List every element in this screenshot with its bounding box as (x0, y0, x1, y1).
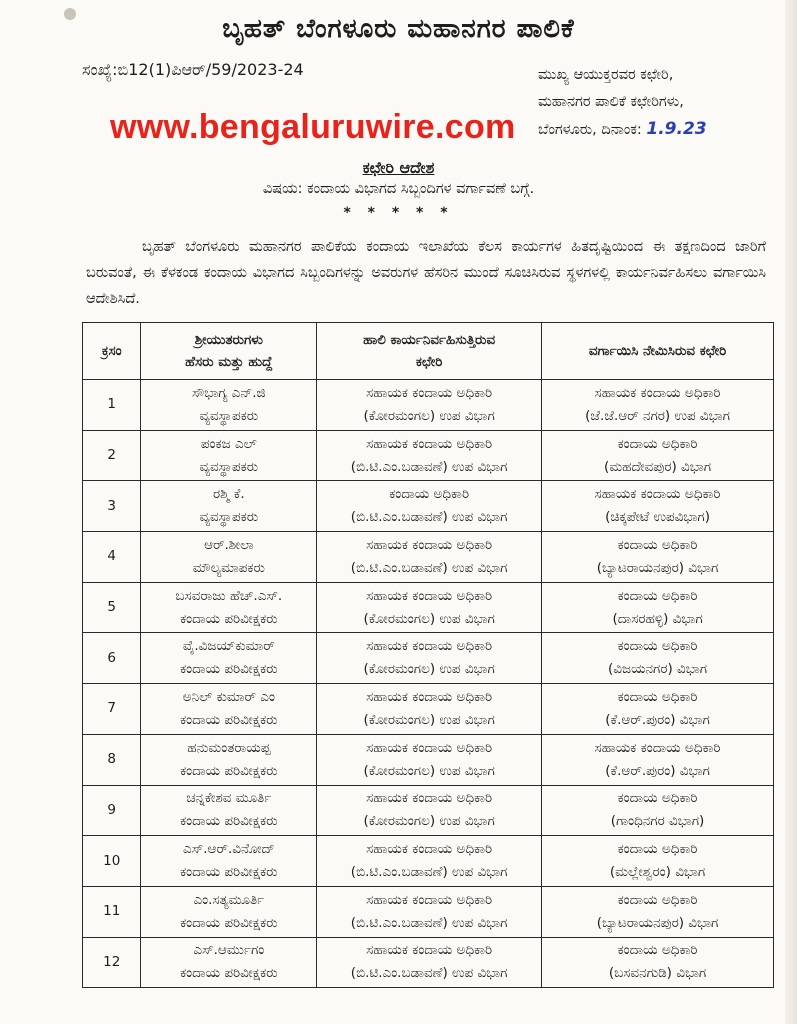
employee-name: ಎಸ್.ಆರ್.ವಿನೋದ್ (183, 841, 275, 858)
table-row (83, 836, 774, 887)
posted-post: ಕಂದಾಯ ಅಧಿಕಾರಿ (617, 942, 698, 959)
posted-division: (ವಿಜಯನಗರ) ವಿಭಾಗ (608, 661, 708, 678)
employee-name: ಸೌಭಾಗ್ಯ ಎನ್.ಜಿ (192, 384, 266, 401)
current-post: ಸಹಾಯಕ ಕಂದಾಯ ಅಧಿಕಾರಿ (366, 739, 493, 756)
current-division: (ಬಿ.ಟಿ.ಎಂ.ಬಡಾವಣೆ) ಉಪ ವಿಭಾಗ (350, 965, 508, 982)
header-current-line2: ಕಛೇರಿ (415, 354, 443, 370)
current-division: (ಕೋರಮಂಗಲ) ಉಪ ವಿಭಾಗ (363, 610, 495, 627)
employee-designation: ಕಂದಾಯ ಪರಿವೀಕ್ಷಕರು (180, 711, 278, 728)
employee-designation: ವ್ಯವಸ್ಥಾಪಕರು (199, 509, 259, 526)
current-division: (ಬಿ.ಟಿ.ಎಂ.ಬಡಾವಣೆ) ಉಪ ವಿಭಾಗ (350, 864, 508, 881)
posted-division: (ಕೆ.ಆರ್.ಪುರಂ) ವಿಭಾಗ (605, 711, 710, 728)
cell-posted-office (542, 532, 774, 583)
cell-sl-no: 1 (83, 380, 141, 431)
table-row (83, 734, 774, 785)
employee-designation: ಕಂದಾಯ ಪರಿವೀಕ್ಷಕರು (180, 864, 278, 881)
table-row (83, 785, 774, 836)
current-post: ಸಹಾಯಕ ಕಂದಾಯ ಅಧಿಕಾರಿ (366, 638, 493, 655)
posted-post: ಕಂದಾಯ ಅಧಿಕಾರಿ (617, 841, 698, 858)
current-division: (ಬಿ.ಟಿ.ಎಂ.ಬಡಾವಣೆ) ಉಪ ವಿಭಾಗ (350, 914, 508, 931)
cell-current-office (317, 836, 542, 887)
posted-post: ಕಂದಾಯ ಅಧಿಕಾರಿ (617, 891, 698, 908)
cell-posted-office (542, 836, 774, 887)
current-division: (ಕೋರಮಂಗಲ) ಉಪ ವಿಭಾಗ (363, 661, 495, 678)
employee-designation: ಮೌಲ್ಯಮಾಪಕರು (192, 559, 265, 576)
posted-division: (ಮಲ್ಲೇಶ್ವರಂ) ವಿಭಾಗ (609, 864, 706, 881)
watermark-url: www.bengaluruwire.com (110, 108, 516, 146)
cell-current-office (317, 633, 542, 684)
current-division: (ಕೋರಮಂಗಲ) ಉಪ ವಿಭಾಗ (363, 407, 495, 424)
cell-current-office (317, 937, 542, 988)
cell-posted-office (542, 481, 774, 532)
current-post: ಸಹಾಯಕ ಕಂದಾಯ ಅಧಿಕಾರಿ (366, 841, 493, 858)
posted-division: (ಮಹದೇವಪುರ) ವಿಭಾಗ (604, 458, 712, 475)
cell-posted-office (542, 684, 774, 735)
cell-current-office (317, 582, 542, 633)
cell-posted-office (542, 937, 774, 988)
employee-designation: ಕಂದಾಯ ಪರಿವೀಕ್ಷಕರು (180, 610, 278, 627)
employee-name: ಹನುಮಂತರಾಯಪ್ಪ (187, 739, 271, 756)
posted-post: ಕಂದಾಯ ಅಧಿಕಾರಿ (617, 790, 698, 807)
cell-sl-no: 7 (83, 684, 141, 735)
page-edge (785, 0, 797, 1024)
posted-post: ಸಹಾಯಕ ಕಂದಾಯ ಅಧಿಕಾರಿ (594, 739, 721, 756)
current-post: ಸಹಾಯಕ ಕಂದಾಯ ಅಧಿಕಾರಿ (366, 435, 493, 452)
employee-name: ಬಸವರಾಜು ಹೆಚ್.ಎಸ್. (175, 587, 283, 604)
cell-name-designation (141, 481, 317, 532)
posted-post: ಕಂದಾಯ ಅಧಿಕಾರಿ (617, 688, 698, 705)
posted-division: (ಜೆ.ಜೆ.ಆರ್ ನಗರ) ಉಪ ವಿಭಾಗ (585, 407, 730, 424)
cell-sl-no: 4 (83, 532, 141, 583)
order-subject: ವಿಷಯ: ಕಂದಾಯ ವಿಭಾಗದ ಸಿಬ್ಬಂದಿಗಳ ವರ್ಗಾವಣೆ ಬಗ್ಗೆ. (262, 181, 535, 197)
table-row (83, 481, 774, 532)
cell-current-office (317, 785, 542, 836)
order-title: ಕಛೇರಿ ಆದೇಶ (362, 158, 435, 177)
cell-name-designation (141, 684, 317, 735)
employee-name: ಅನಿಲ್ ಕುಮಾರ್ ಎಂ (182, 688, 275, 705)
posted-division: (ಬ್ಯಾಟರಾಯನಪುರ) ವಿಭಾಗ (596, 559, 719, 576)
table-row (83, 937, 774, 988)
posted-division: (ಬಸವನಗುಡಿ) ವಿಭಾಗ (608, 965, 707, 982)
current-division: (ಕೋರಮಂಗಲ) ಉಪ ವಿಭಾಗ (363, 762, 495, 779)
table-row (83, 633, 774, 684)
cell-name-designation (141, 582, 317, 633)
posted-division: (ಚಿಕ್ಕಪೇಟೆ ಉಪವಿಭಾಗ) (605, 509, 710, 526)
employee-designation: ಕಂದಾಯ ಪರಿವೀಕ್ಷಕರು (180, 661, 278, 678)
table-header-row (83, 323, 774, 380)
cell-sl-no: 9 (83, 785, 141, 836)
header-current-office (317, 323, 542, 380)
cell-current-office (317, 481, 542, 532)
posted-post: ಸಹಾಯಕ ಕಂದಾಯ ಅಧಿಕಾರಿ (594, 486, 721, 503)
employee-name: ಚನ್ನಕೇಶವ ಮೂರ್ತಿ (186, 790, 272, 807)
transfer-table (82, 322, 774, 988)
cell-posted-office (542, 785, 774, 836)
order-body: ಬೃಹತ್ ಬೆಂಗಳೂರು ಮಹಾನಗರ ಪಾಲಿಕೆಯ ಕಂದಾಯ ಇಲಾಖೆಯ ಕೆಲಸ ಕಾರ್ಯಗಳ ಹಿತದೃಷ್ಟಿಯಿಂದ ಈ ತಕ್ಷಣದಿಂದ ಜಾರಿಗೆ ಬರುವಂತೆ, ಈ ಕೆಳಕಂಡ ಕಂದಾಯ ವಿಭಾಗದ ಸಿಬ್ಬಂದಿಗಳನ್ನು ಅವರುಗಳ ಹೆಸರಿನ ಮುಂದೆ ಸೂಚಿಸಿರುವ ಸ್ಥಳಗಳಲ್ಲಿ ಕಾರ್ಯನಿರ್ವಹಿಸಲು ವರ್ಗಾಯಿಸಿ ಆದೇಶಿಸಿದೆ. (86, 239, 766, 307)
table-row (83, 684, 774, 735)
current-post: ಸಹಾಯಕ ಕಂದಾಯ ಅಧಿಕಾರಿ (366, 384, 493, 401)
current-division: (ಬಿ.ಟಿ.ಎಂ.ಬಡಾವಣೆ) ಉಪ ವಿಭಾಗ (350, 509, 508, 526)
cell-sl-no: 5 (83, 582, 141, 633)
posted-division: (ಗಾಂಧಿನಗರ ವಿಭಾಗ) (610, 813, 705, 830)
cell-current-office (317, 734, 542, 785)
page-title: ಬೃಹತ್ ಬೆಂಗಳೂರು ಮಹಾನಗರ ಪಾಲಿಕೆ (222, 14, 575, 44)
office-line-3 (538, 116, 707, 144)
employee-name: ರಶ್ಮಿ ಕೆ. (213, 486, 245, 503)
posted-post: ಕಂದಾಯ ಅಧಿಕಾರಿ (617, 435, 698, 452)
employee-designation: ಕಂದಾಯ ಪರಿವೀಕ್ಷಕರು (180, 813, 278, 830)
cell-posted-office (542, 582, 774, 633)
cell-posted-office (542, 633, 774, 684)
posted-post: ಕಂದಾಯ ಅಧಿಕಾರಿ (617, 638, 698, 655)
cell-name-designation (141, 380, 317, 431)
employee-designation: ವ್ಯವಸ್ಥಾಪಕರು (199, 407, 259, 424)
table-body (83, 380, 774, 988)
employee-designation: ಕಂದಾಯ ಪರಿವೀಕ್ಷಕರು (180, 762, 278, 779)
posted-division: (ದಾಸರಹಳ್ಳಿ) ವಿಭಾಗ (612, 610, 703, 627)
employee-name: ಎಸ್.ಆರ್ಮುಗಂ (193, 942, 265, 959)
employee-name: ಪಂಕಜ ಎಲ್ (200, 435, 257, 452)
current-division: (ಕೋರಮಂಗಲ) ಉಪ ವಿಭಾಗ (363, 711, 495, 728)
posted-post: ಕಂದಾಯ ಅಧಿಕಾರಿ (617, 536, 698, 553)
current-post: ಕಂದಾಯ ಅಧಿಕಾರಿ (389, 486, 470, 503)
employee-name: ಆರ್.ಶೀಲಾ (204, 536, 254, 553)
cell-sl-no: 10 (83, 836, 141, 887)
current-post: ಸಹಾಯಕ ಕಂದಾಯ ಅಧಿಕಾರಿ (366, 891, 493, 908)
cell-name-designation (141, 937, 317, 988)
posted-post: ಕಂದಾಯ ಅಧಿಕಾರಿ (617, 587, 698, 604)
employee-designation: ಕಂದಾಯ ಪರಿವೀಕ್ಷಕರು (180, 965, 278, 982)
cell-sl-no: 12 (83, 937, 141, 988)
table-row (83, 532, 774, 583)
cell-name-designation (141, 785, 317, 836)
current-division: (ಬಿ.ಟಿ.ಎಂ.ಬಡಾವಣೆ) ಉಪ ವಿಭಾಗ (350, 559, 508, 576)
current-post: ಸಹಾಯಕ ಕಂದಾಯ ಅಧಿಕಾರಿ (366, 942, 493, 959)
cell-name-designation (141, 886, 317, 937)
current-division: (ಬಿ.ಟಿ.ಎಂ.ಬಡಾವಣೆ) ಉಪ ವಿಭಾಗ (350, 458, 508, 475)
reference-number: ಸಂಖ್ಯೆ:ಬಿ12(1)ಪಿಆರ್/59/2023-24 (82, 60, 304, 79)
cell-posted-office (542, 380, 774, 431)
table-row (83, 582, 774, 633)
cell-name-designation (141, 633, 317, 684)
cell-sl-no: 11 (83, 886, 141, 937)
office-line-1: ಮುಖ್ಯ ಆಯುಕ್ತರವರ ಕಛೇರಿ, (538, 67, 674, 83)
posted-post: ಸಹಾಯಕ ಕಂದಾಯ ಅಧಿಕಾರಿ (594, 384, 721, 401)
table-row (83, 430, 774, 481)
cell-sl-no: 2 (83, 430, 141, 481)
current-post: ಸಹಾಯಕ ಕಂದಾಯ ಅಧಿಕಾರಿ (366, 790, 493, 807)
employee-name: ಎಂ.ಸತ್ಯಮೂರ್ತಿ (193, 891, 265, 908)
date-label: ಬೆಂಗಳೂರು, ದಿನಾಂಕ: (538, 122, 642, 138)
cell-sl-no: 3 (83, 481, 141, 532)
cell-posted-office (542, 734, 774, 785)
office-line-2: ಮಹಾನಗರ ಪಾಲಿಕೆ ಕಛೇರಿಗಳು, (538, 94, 684, 110)
table-row (83, 886, 774, 937)
current-post: ಸಹಾಯಕ ಕಂದಾಯ ಅಧಿಕಾರಿ (366, 688, 493, 705)
separator-stars: * * * * * (343, 205, 454, 221)
cell-posted-office (542, 886, 774, 937)
header-posted-office: ವರ್ಗಾಯಿಸಿ ನೇಮಿಸಿರುವ ಕಛೇರಿ (542, 323, 774, 380)
handwritten-date: 1.9.23 (646, 119, 707, 139)
current-post: ಸಹಾಯಕ ಕಂದಾಯ ಅಧಿಕಾರಿ (366, 536, 493, 553)
posted-division: (ಬ್ಯಾಟರಾಯನಪುರ) ವಿಭಾಗ (596, 914, 719, 931)
current-post: ಸಹಾಯಕ ಕಂದಾಯ ಅಧಿಕಾರಿ (366, 587, 493, 604)
employee-name: ವೈ.ವಿಜಯ್‌ಕುಮಾರ್ (182, 638, 275, 655)
cell-current-office (317, 684, 542, 735)
cell-current-office (317, 380, 542, 431)
employee-designation: ಕಂದಾಯ ಪರಿವೀಕ್ಷಕರು (180, 914, 278, 931)
office-address (538, 62, 707, 144)
header-current-line1: ಹಾಲಿ ಕಾರ್ಯನಿರ್ವಹಿಸುತ್ತಿರುವ (363, 332, 496, 348)
header-name-line1: ಶ್ರೀಯುತರುಗಳು (194, 332, 263, 348)
employee-designation: ವ್ಯವಸ್ಥಾಪಕರು (199, 458, 259, 475)
posted-division: (ಕೆ.ಆರ್.ಪುರಂ) ವಿಭಾಗ (605, 762, 710, 779)
header-name-line2: ಹೆಸರು ಮತ್ತು ಹುದ್ದೆ (185, 354, 273, 370)
header-name (141, 323, 317, 380)
cell-current-office (317, 532, 542, 583)
cell-current-office (317, 886, 542, 937)
current-division: (ಕೋರಮಂಗಲ) ಉಪ ವಿಭಾಗ (363, 813, 495, 830)
table-row (83, 380, 774, 431)
cell-name-designation (141, 532, 317, 583)
cell-current-office (317, 430, 542, 481)
cell-sl-no: 8 (83, 734, 141, 785)
cell-sl-no: 6 (83, 633, 141, 684)
cell-name-designation (141, 734, 317, 785)
cell-name-designation (141, 836, 317, 887)
header-sl-no: ಕ್ರಸಂ (83, 323, 141, 380)
cell-posted-office (542, 430, 774, 481)
cell-name-designation (141, 430, 317, 481)
